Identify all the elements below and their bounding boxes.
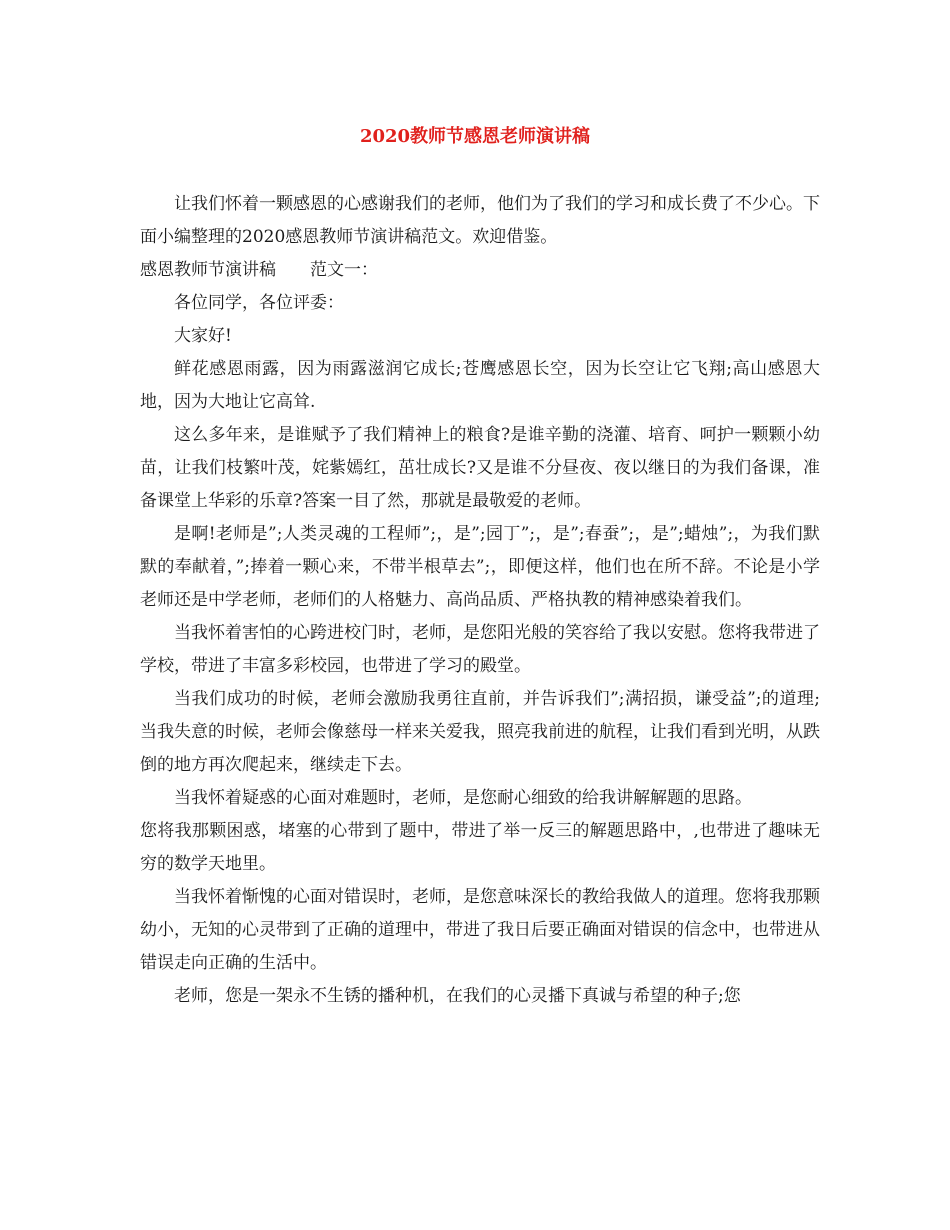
body-paragraph: 当我怀着害怕的心跨进校门时，老师，是您阳光般的笑容给了我以安慰。您将我带进了学校，带进了丰富多彩校园，也带进了学习的殿堂。	[140, 623, 820, 676]
body-paragraph: 当我怀着惭愧的心面对错误时，老师，是您意味深长的教给我做人的道理。您将我那颗幼小，无知的心灵带到了正确的道理中，带进了我日后要正确面对错误的信念中，也带进从错误走向正确的生活中。	[140, 887, 820, 973]
body-paragraph: 这么多年来，是谁赋予了我们精神上的粮食?是谁辛勤的浇灌、培育、呵护一颗颗小幼苗，让我们枝繁叶茂，姹紫嫣红，茁壮成长?又是谁不分昼夜、夜以继日的为我们备课，准备课堂上华彩的乐章?答案一目了然，那就是最敬爱的老师。	[140, 425, 820, 511]
salutation-paragraph: 各位同学，各位评委：	[174, 293, 344, 313]
document-title: 2020教师节感恩老师演讲稿	[359, 126, 591, 147]
section-heading: 感恩教师节演讲稿 范文一：	[140, 260, 378, 280]
body-paragraph: 鲜花感恩雨露，因为雨露滋润它成长;苍鹰感恩长空，因为长空让它飞翔;高山感恩大地，因为大地让它高耸.	[140, 359, 820, 412]
body-paragraph: 您将我那颗困惑，堵塞的心带到了题中，带进了举一反三的解题思路中，,也带进了趣味无穷的数学天地里。	[140, 821, 820, 874]
body-paragraph: 是啊!老师是”;人类灵魂的工程师”;，是”;园丁”;，是”;春蚕”;，是”;蜡烛”;，为我们默默的奉献着，”;捧着一颗心来，不带半根草去”;，即便这样，他们也在所不辞。不论是小学老师还是中学老师，老师们的人格魅力、高尚品质、严格执教的精神感染着我们。	[140, 524, 820, 610]
body-paragraph: 老师，您是一架永不生锈的播种机，在我们的心灵播下真诚与希望的种子;您	[174, 986, 741, 1006]
body-paragraph: 当我们成功的时候，老师会激励我勇往直前，并告诉我们”;满招损，谦受益”;的道理;当我失意的时候，老师会像慈母一样来关爱我，照亮我前进的航程，让我们看到光明，从跌倒的地方再次爬起来，继续走下去。	[140, 689, 820, 775]
intro-paragraph: 让我们怀着一颗感恩的心感谢我们的老师，他们为了我们的学习和成长费了不少心。下面小编整理的2020感恩教师节演讲稿范文。欢迎借鉴。	[140, 194, 820, 247]
greeting-paragraph: 大家好!	[174, 326, 232, 346]
document-body	[140, 188, 820, 1013]
body-paragraph: 当我怀着疑惑的心面对难题时，老师，是您耐心细致的给我讲解解题的思路。	[174, 788, 752, 808]
